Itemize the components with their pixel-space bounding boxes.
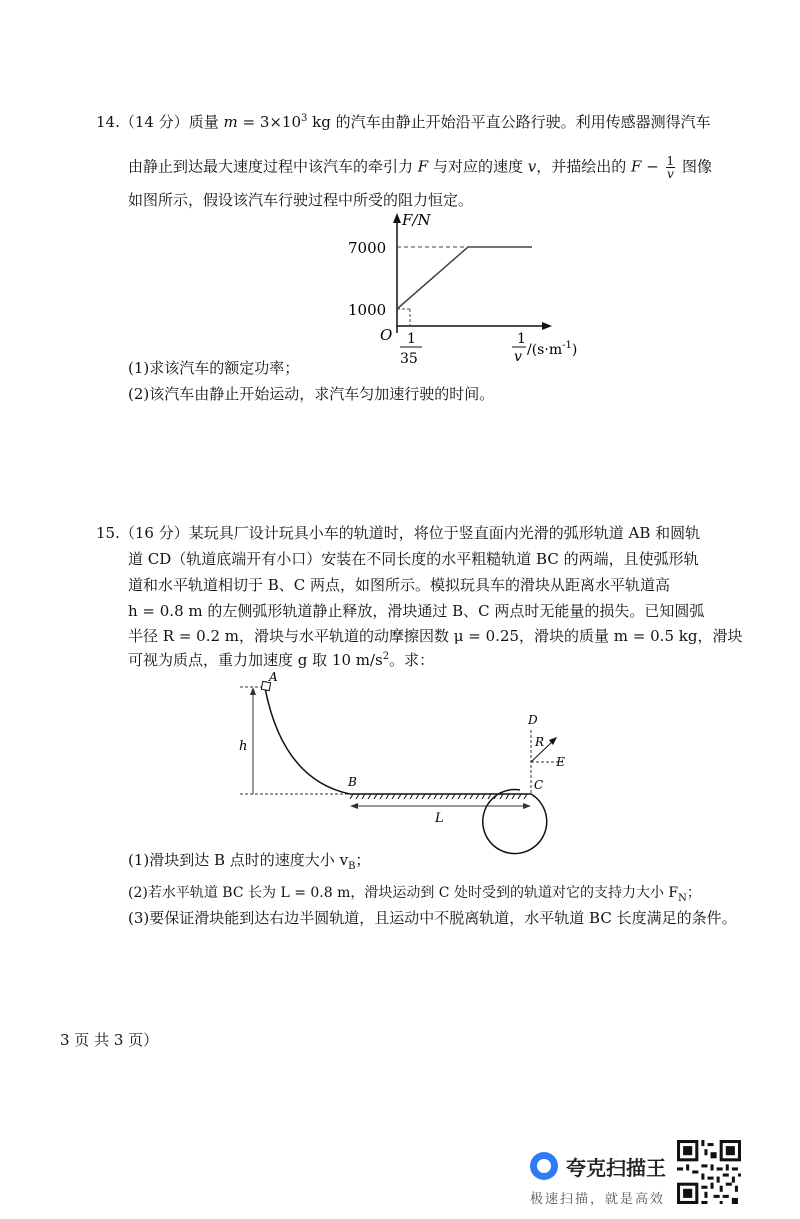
y-tick-1000: 1000 [348,301,387,319]
q14-line-2: 由静止到达最大速度过程中该汽车的牵引力 F 与对应的速度 v，并描绘出的 F − $\frac{1}{v}$ 图像 [128,154,712,181]
q14-sub-1: (1)求该汽车的额定功率； [128,359,300,377]
x-axis-arrow [542,322,552,330]
q15-sub-2: (2)若水平轨道 BC 长为 L = 0.8 m，滑块运动到 C 处时受到的轨道对它的支持力大小 $F_N$； [128,885,701,904]
q15-line-1: 15.（16 分）某玩具厂设计玩具小车的轨道时，将位于竖直面内光滑的弧形轨道 AB 和圆轨 [96,524,701,542]
x-axis-unit: $/(s\cdot m^{-1})$ [527,340,578,358]
l-arrow-right-head [523,803,531,809]
q15-line-4: h = 0.8 m 的左侧弧形轨道静止释放，滑块通过 B、C 两点时无能量的损失。已知圆弧 [128,602,705,620]
y-axis-arrow [393,213,401,223]
brand-slogan: 极速扫描，就是高效 [530,1192,666,1207]
h-arrow-head [250,687,256,695]
x-tick-denominator: 35 [400,351,418,367]
point-e-label: E [556,755,565,769]
one-over-v-fraction: $\frac{1}{v}$ [666,154,675,181]
track-diagram [235,670,565,830]
x-axis-numerator: 1 [517,331,526,347]
r-label: R [535,735,545,749]
page-footer: 3 页 共 3 页） [60,1031,159,1049]
point-d-label: D [528,713,538,727]
l-label: L [435,811,444,826]
q14-line-1: 14.（14 分）质量 $m = 3\times 10^3$ kg 的汽车由静止开始沿平直公路行驶。利用传感器测得汽车 [96,113,711,131]
q15-sub-1: (1)滑块到达 B 点时的速度大小 $v_B$； [128,851,371,872]
x-tick-numerator: 1 [407,331,416,347]
origin-label: O [380,326,393,344]
x-axis-denominator: v [514,349,522,365]
qr-code-icon [677,1140,741,1204]
f-curve [397,247,532,309]
q15-sub-3: (3)要保证滑块能到达右边半圆轨道，且运动中不脱离轨道，水平轨道 BC 长度满足的条件。 [128,909,737,927]
q15-line-2: 道 CD（轨道底端开有小口）安装在不同长度的水平粗糙轨道 BC 的两端，且使弧形轨 [128,550,699,568]
arc-ab [265,688,350,794]
q14-line-3: 如图所示，假设该汽车行驶过程中所受的阻力恒定。 [128,191,474,209]
f-vs-inverse-v-graph [340,205,578,375]
point-b-label: B [348,775,357,789]
point-a-label: A [269,670,278,684]
q15-line-6: 可视为质点，重力加速度 g 取 10 $m/s^2$。求： [128,651,435,669]
point-c-label: C [534,778,544,792]
q14-sub-2: (2)该汽车由静止开始运动，求汽车匀加速行驶的时间。 [128,385,495,403]
brand-name: 夸克扫描王 [566,1156,666,1180]
y-tick-7000: 7000 [348,239,387,257]
circle-track [483,790,547,854]
y-axis-label: F/N [402,211,431,229]
quark-logo-icon [530,1152,558,1180]
q15-line-5: 半径 R = 0.2 m，滑块与水平轨道的动摩擦因数 μ = 0.25，滑块的质量 m = 0.5 kg，滑块 [128,627,743,645]
l-arrow-left-head [350,803,358,809]
h-label: h [239,739,248,754]
q15-line-3: 道和水平轨道相切于 B、C 两点，如图所示。模拟玩具车的滑块从距离水平轨道高 [128,576,671,594]
